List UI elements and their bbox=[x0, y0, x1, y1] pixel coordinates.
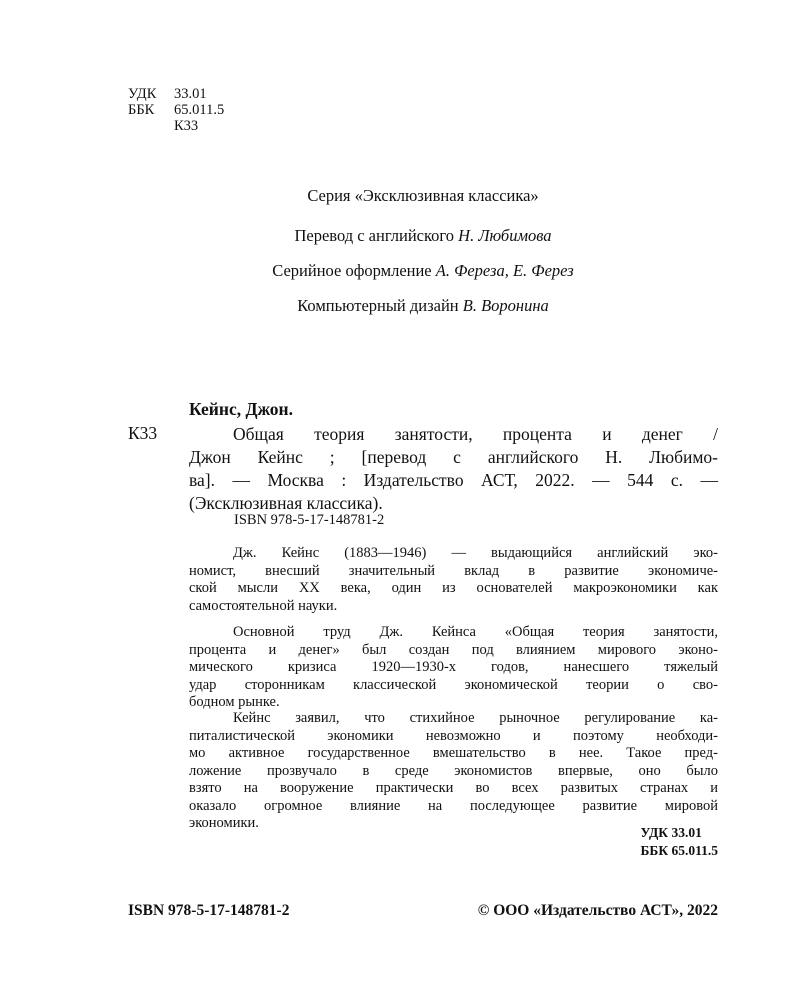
annotation-line: ложение прозвучало в среде экономистов впервые, оно было bbox=[189, 762, 718, 779]
bib-isbn: ISBN 978-5-17-148781-2 bbox=[234, 512, 385, 528]
udk-label: УДК bbox=[128, 86, 157, 102]
author-mark: К33 bbox=[174, 118, 199, 134]
bbk-value: 65.011.5 bbox=[174, 102, 225, 118]
design-label: Серийное оформление bbox=[272, 261, 432, 280]
bbk-label: ББК bbox=[128, 102, 155, 118]
udk-row bbox=[128, 86, 224, 102]
annotation-line: Дж. Кейнс (1883—1946) — выдающийся английский эко- bbox=[233, 545, 718, 561]
bib-code: К33 bbox=[128, 423, 158, 443]
translator-name: Н. Любимова bbox=[458, 226, 552, 245]
footer-copyright: © ООО «Издательство АСТ», 2022 bbox=[477, 902, 718, 919]
computer-design-label: Компьютерный дизайн bbox=[297, 296, 459, 315]
annotation-line: процента и денег» был создан под влиянием мирового эконо- bbox=[189, 641, 718, 658]
computer-designer-name: В. Воронина bbox=[462, 296, 549, 315]
footer-isbn: ISBN 978-5-17-148781-2 bbox=[128, 902, 290, 919]
designer-names: А. Фереза, Е. Ферез bbox=[435, 261, 574, 280]
annotation-line: номист, внесший значительный вклад в развитие экономиче- bbox=[189, 562, 718, 579]
annotation-line: мо активное государственное вмешательство в нее. Такое пред- bbox=[189, 745, 718, 761]
classification-codes bbox=[128, 86, 224, 134]
design-line bbox=[0, 261, 800, 281]
annotation-line: бодном рынке. bbox=[189, 694, 280, 710]
annotation-paragraph-2 bbox=[189, 624, 718, 712]
translation-label: Перевод с английского bbox=[294, 226, 455, 245]
annotation-line: удар сторонникам классической экономической теории о сво- bbox=[189, 676, 718, 693]
bbk-row bbox=[128, 102, 224, 118]
bottom-classification-codes bbox=[640, 824, 718, 860]
computer-design-line bbox=[0, 296, 800, 316]
annotation-line: экономики. bbox=[189, 815, 259, 831]
bib-line: ва]. — Москва : Издательство АСТ, 2022. — 544 с. — bbox=[189, 470, 718, 490]
udk-value: 33.01 bbox=[174, 86, 207, 102]
bottom-bbk: ББК 65.011.5 bbox=[640, 843, 718, 858]
annotation-line: мического кризиса 1920—1930-х годов, нанесшего тяжелый bbox=[189, 659, 718, 675]
annotation-line: взято на вооружение практически во всех развитых странах и bbox=[189, 780, 718, 796]
bottom-udk: УДК 33.01 bbox=[640, 825, 702, 840]
annotation-line: оказало огромное влияние на последующее развитие мировой bbox=[189, 797, 718, 814]
annotation-line: Кейнс заявил, что стихийное рыночное регулирование ка- bbox=[233, 710, 718, 726]
annotation-paragraph-3 bbox=[189, 710, 718, 833]
bib-line: Джон Кейнс ; [перевод с английского Н. Любимо- bbox=[189, 447, 718, 467]
bib-line: (Эксклюзивная классика). bbox=[189, 493, 383, 513]
series-line: Серия «Эксклюзивная классика» bbox=[307, 186, 539, 205]
author-mark-row bbox=[128, 118, 224, 134]
translation-line bbox=[0, 226, 800, 246]
bib-description bbox=[189, 423, 718, 515]
annotation-line: ской мысли XX века, один из основателей макроэкономики как bbox=[189, 580, 718, 596]
bib-author: Кейнс, Джон. bbox=[189, 399, 293, 419]
annotation-line: питалистической экономики невозможно и поэтому необходи- bbox=[189, 727, 718, 744]
annotation-paragraph-1 bbox=[189, 545, 718, 615]
annotation-line: самостоятельной науки. bbox=[189, 597, 338, 614]
bib-line: Общая теория занятости, процента и денег / bbox=[233, 424, 718, 444]
annotation-line: Основной труд Дж. Кейнса «Общая теория занятости, bbox=[233, 624, 718, 640]
